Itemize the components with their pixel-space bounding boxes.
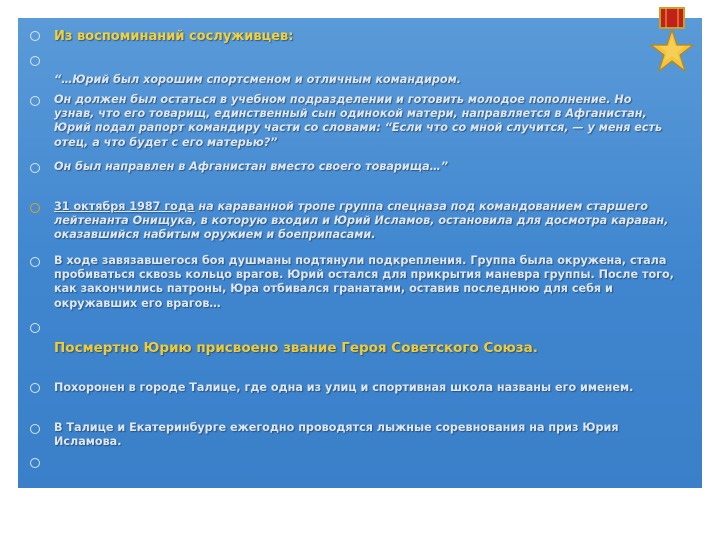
- battle-date: 31 октября 1987 года: [54, 200, 195, 213]
- content-panel: [18, 18, 702, 488]
- battle-text: на караванной тропе группа спецназа под командованием старшего лейтенанта Онищука, в которую входил и Юрий Исламов, остановила для досмотра караван, оказавшийся набитым оружием и боеприпасами.: [54, 200, 669, 242]
- battle-paragraph: [54, 200, 674, 243]
- competitions-paragraph: В Талице и Екатеринбурге ежегодно проводятся лыжные соревнования на приз Юрия Исламова.: [54, 421, 619, 449]
- memories-heading: Из воспоминаний сослуживцев:: [54, 29, 294, 44]
- bullet-10: [30, 458, 40, 468]
- bullet-7: [30, 323, 40, 333]
- bullet-6: [30, 257, 40, 267]
- bullet-5: [30, 203, 40, 213]
- bullet-3: [30, 96, 40, 106]
- fight-paragraph: В ходе завязавшегося боя душманы подтянули подкрепления. Группа была окружена, стала пробиваться сквозь кольцо врагов. Юрий остался для прикрытия маневра группы. После того, как закончились патроны, Юра отбивался гранатами, оставив последнюю для себя и окружавших его врагов…: [54, 254, 674, 310]
- bullet-8: [30, 383, 40, 393]
- bullet-2: [30, 56, 40, 66]
- quote-line-3: Он был направлен в Афганистан вместо своего товарища…”: [54, 160, 449, 173]
- bullet-4: [30, 163, 40, 173]
- bullet-1: [30, 31, 40, 41]
- quote-line-1: “…Юрий был хорошим спортсменом и отличным командиром.: [54, 73, 462, 86]
- quote-paragraph: Он должен был остаться в учебном подразделении и готовить молодое пополнение. Но узнав, что его товарищ, единственный сын одинокой матери, направляется в Афганистан, Юрий подал рапорт командиру части со словами: “Если что со мной случится, — у меня есть отец, а что будет с его матерью?”: [54, 93, 663, 149]
- hero-title-statement: Посмертно Юрию присвоено звание Героя Советского Союза.: [54, 340, 538, 356]
- bullet-9: [30, 424, 40, 434]
- burial-paragraph: Похоронен в городе Талице, где одна из улиц и спортивная школа названы его именем.: [54, 381, 634, 394]
